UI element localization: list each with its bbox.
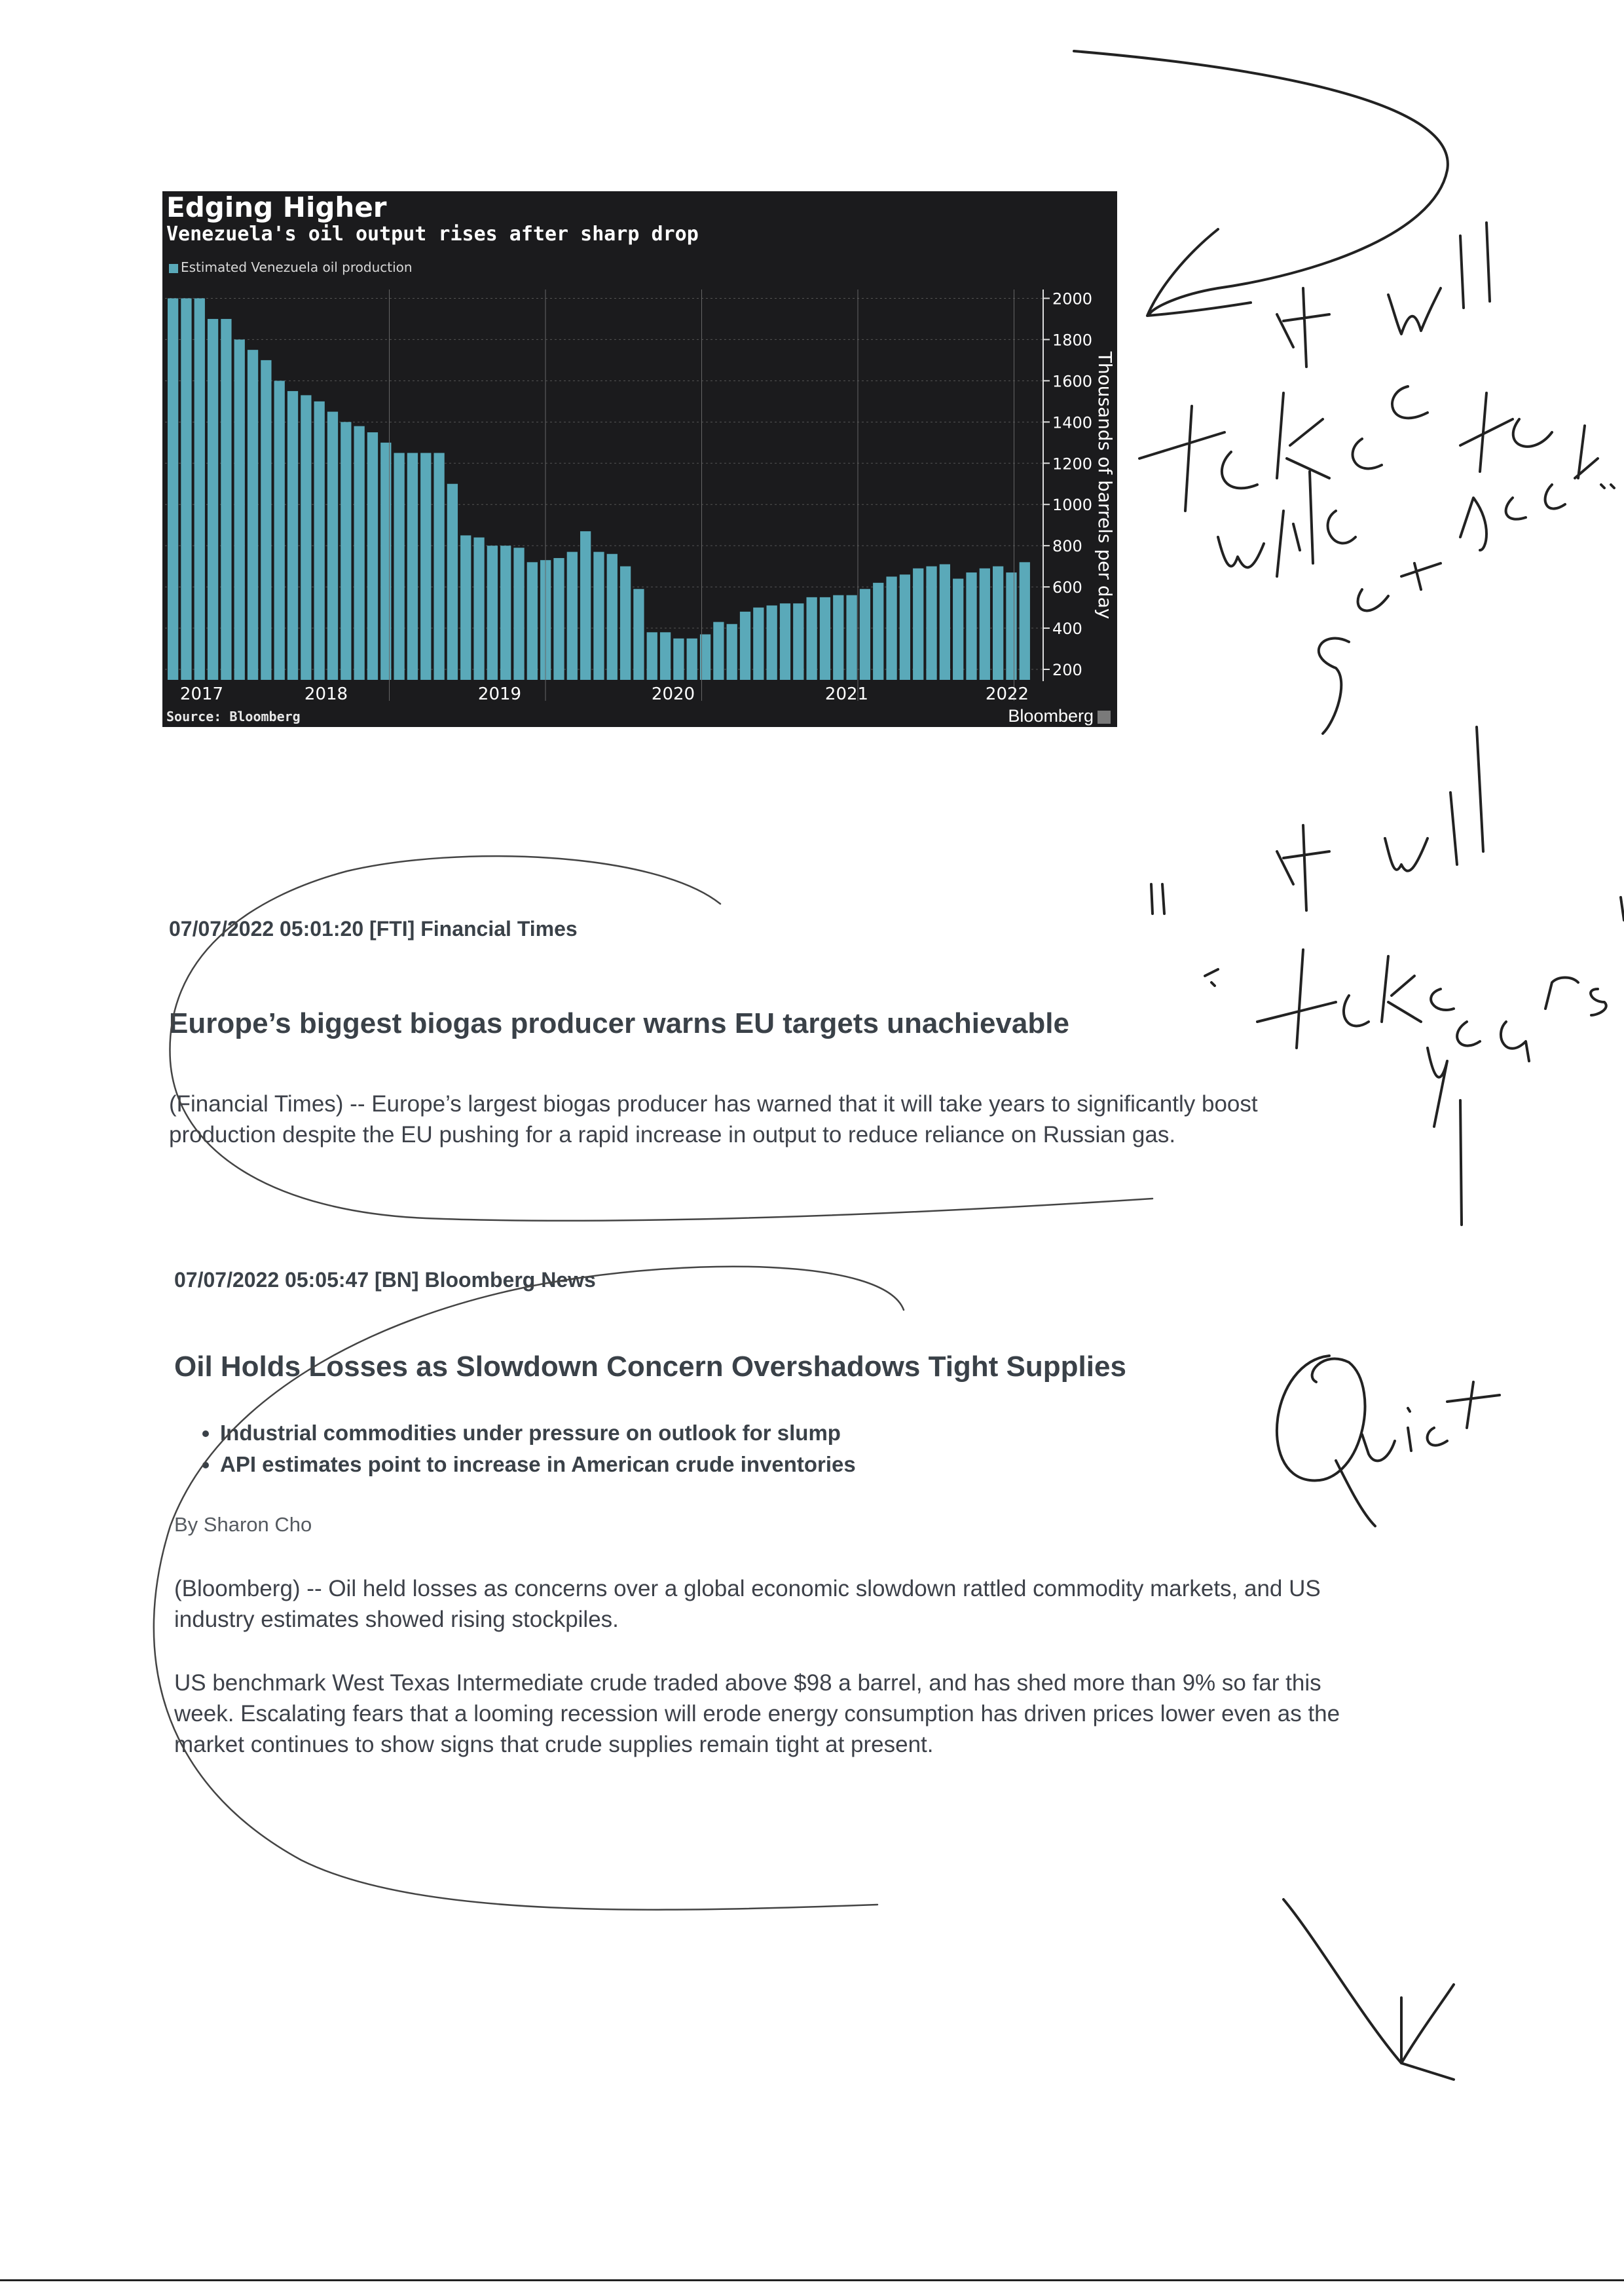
chart-subtitle: Venezuela's oil output rises after sharp drop (166, 223, 699, 246)
bar (407, 453, 418, 680)
bar (314, 401, 325, 680)
bar (301, 395, 311, 680)
y-tick-label: 200 (1052, 661, 1082, 679)
bar (966, 572, 976, 680)
bar (713, 622, 724, 680)
list-item: • API estimates point to increase in American crude inventories (220, 1449, 856, 1480)
chart-brand-label: Bloomberg (1008, 706, 1094, 726)
article-2-para-line: industry estimates showed rising stockpiles. (174, 1607, 619, 1632)
annotation-arrow-bottom (1283, 1899, 1454, 2080)
bar (580, 531, 591, 680)
bar (993, 567, 1003, 680)
x-tick-label: 2020 (651, 684, 695, 704)
article-1-body-line: production despite the EU pushing for a rapid increase in output to reduce reliance on Russian gas. (169, 1122, 1176, 1148)
y-axis-label: Thousands of barrels per day (1094, 351, 1116, 620)
bar (820, 597, 830, 680)
chart-source: Source: Bloomberg (166, 709, 301, 724)
bar (194, 298, 205, 680)
article-2-para-line: US benchmark West Texas Intermediate crude traded above $98 a barrel, and has shed more than 9% so far this (174, 1670, 1321, 1696)
annotation-arrowhead-top (1147, 229, 1251, 316)
y-tick-label: 1600 (1052, 372, 1093, 391)
y-tick-label: 400 (1052, 620, 1082, 639)
article-2-paragraph-2 (174, 1668, 1340, 1760)
bar (394, 453, 404, 680)
article-2-bullets (181, 1417, 856, 1480)
article-2-byline: By Sharon Cho (174, 1513, 312, 1536)
x-tick-label: 2018 (304, 684, 348, 704)
bar (926, 567, 936, 680)
bar (607, 554, 618, 680)
bar (660, 632, 671, 680)
y-tick-label: 2000 (1052, 289, 1093, 308)
article-1-meta: 07/07/2022 05:01:20 [FTI] Financial Times (169, 917, 578, 941)
bottom-rule (0, 2279, 1624, 2281)
bar (940, 564, 950, 680)
bar (460, 535, 471, 680)
bloomberg-logo-icon (1098, 711, 1111, 724)
bar (434, 453, 444, 680)
bar (1020, 562, 1030, 680)
chart-title: Edging Higher (166, 191, 387, 223)
bar (221, 319, 231, 680)
article-2-paragraph-1 (174, 1573, 1321, 1635)
y-tick-label: 1000 (1052, 496, 1093, 515)
bar (620, 567, 631, 680)
bar (727, 624, 737, 680)
bar (367, 432, 378, 680)
y-tick-label: 1200 (1052, 455, 1093, 474)
bar (687, 639, 697, 680)
bar (354, 426, 365, 680)
y-tick-label: 800 (1052, 537, 1082, 556)
article-2-meta: 07/07/2022 05:05:47 [BN] Bloomberg News (174, 1268, 596, 1292)
bar (341, 422, 351, 680)
y-tick-label: 1800 (1052, 331, 1093, 350)
bar (473, 538, 484, 680)
bar (327, 412, 338, 680)
bar (913, 569, 923, 680)
article-1-headline: Europe’s biggest biogas producer warns EU targets unachievable (169, 1007, 1069, 1039)
article-2-para-line: (Bloomberg) -- Oil held losses as concerns over a global economic slowdown rattled commodity markets, and US (174, 1576, 1321, 1601)
chart-brand (1008, 706, 1111, 726)
bar (793, 603, 803, 680)
bar (833, 595, 843, 680)
bar (500, 546, 511, 680)
bar (447, 484, 458, 680)
bar (208, 319, 218, 680)
bar (767, 605, 777, 680)
y-tick-label: 600 (1052, 578, 1082, 597)
legend-swatch (169, 264, 178, 273)
bar (953, 579, 963, 680)
bar (274, 381, 285, 680)
handwriting-note-3 (1277, 1356, 1500, 1526)
bar (673, 639, 684, 680)
bar (1006, 572, 1016, 680)
bar (287, 391, 298, 680)
article-1-body-line: (Financial Times) -- Europe’s largest biogas producer has warned that it will take years to significantly boost (169, 1091, 1258, 1117)
x-tick-label: 2019 (477, 684, 522, 704)
bar (740, 612, 750, 680)
bar (846, 595, 857, 680)
bar (181, 298, 191, 680)
x-tick-label: 2021 (824, 684, 869, 704)
handwriting-note-2 (1151, 727, 1624, 1225)
bar (647, 632, 657, 680)
bar (420, 453, 431, 680)
bar (900, 574, 910, 680)
article-2-para-line: week. Escalating fears that a looming recession will erode energy consumption has driven prices lower even as the (174, 1701, 1340, 1726)
x-tick-label: 2017 (179, 684, 224, 704)
chart-legend (169, 259, 413, 275)
bar (527, 562, 538, 680)
bar (234, 339, 245, 680)
bar (487, 546, 498, 680)
bar (780, 603, 790, 680)
bar (886, 576, 896, 680)
bar (261, 360, 271, 680)
bar (873, 583, 883, 680)
x-tick-label: 2022 (985, 684, 1029, 704)
bar (168, 298, 178, 680)
article-1-body (169, 1089, 1258, 1150)
y-tick-label: 1400 (1052, 413, 1093, 432)
handwriting-note-1 (1139, 223, 1614, 734)
bar (513, 548, 524, 680)
bar (567, 552, 578, 680)
list-item: • Industrial commodities under pressure on outlook for slump (220, 1417, 856, 1449)
legend-label: Estimated Venezuela oil production (181, 259, 413, 275)
bar (553, 558, 564, 680)
bar (807, 597, 817, 680)
bar (860, 589, 870, 680)
article-2-headline: Oil Holds Losses as Slowdown Concern Overshadows Tight Supplies (174, 1351, 1126, 1383)
bar (753, 608, 764, 680)
bar (980, 569, 990, 680)
bar (633, 589, 644, 680)
article-2-para-line: market continues to show signs that crude supplies remain tight at present. (174, 1732, 934, 1757)
bar (593, 552, 604, 680)
bar (248, 350, 258, 680)
annotation-arrow-top (1074, 51, 1448, 314)
oil-production-chart (162, 191, 1117, 727)
